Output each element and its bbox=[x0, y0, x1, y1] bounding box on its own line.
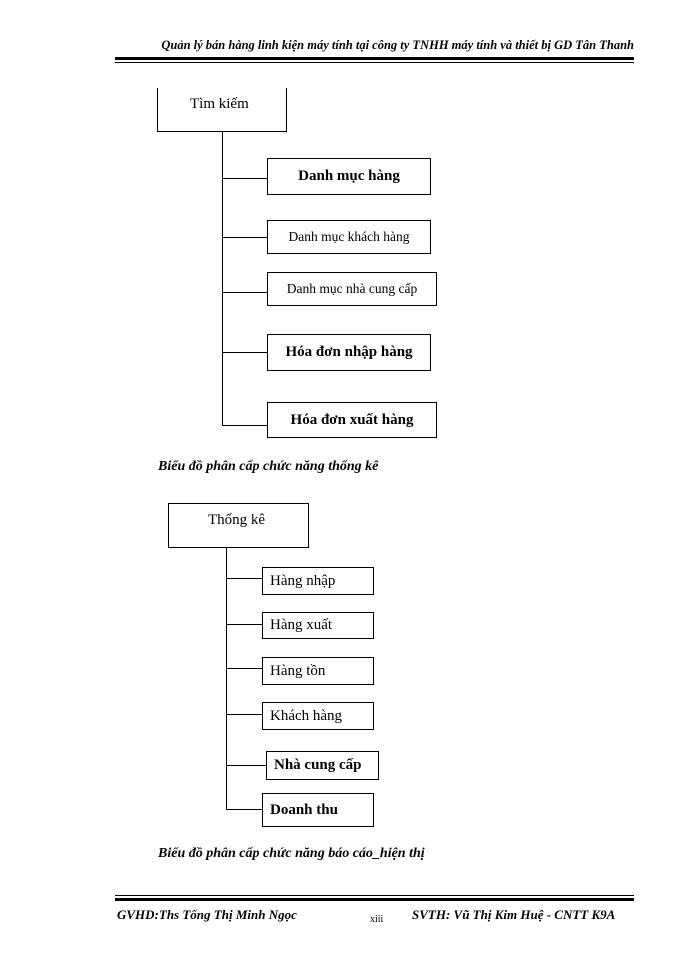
header-rule-thick bbox=[115, 57, 634, 60]
stats-tree-root-label: Thống kê bbox=[208, 512, 266, 528]
footer-instructor: GVHD:Ths Tống Thị Minh Ngọc bbox=[117, 907, 297, 922]
stats-tree-node: Hàng tồn bbox=[262, 657, 374, 685]
stats-tree-connector bbox=[226, 624, 262, 625]
search-tree-node: Danh mục hàng bbox=[267, 158, 431, 195]
document-header-title: Quản lý bán hàng linh kiện máy tính tại công ty TNHH máy tính và thiết bị GD Tân Thanh bbox=[161, 38, 634, 52]
search-tree-connector bbox=[222, 292, 267, 293]
stats-tree-connector bbox=[226, 668, 262, 669]
footer-student: SVTH: Vũ Thị Kim Huệ - CNTT K9A bbox=[412, 907, 616, 922]
stats-tree-node: Khách hàng bbox=[262, 702, 374, 730]
stats-tree-node: Hàng xuất bbox=[262, 612, 374, 639]
header-rule-thin bbox=[115, 62, 634, 63]
search-tree-root bbox=[157, 88, 287, 132]
search-tree-trunk bbox=[222, 132, 223, 426]
search-tree-connector bbox=[222, 425, 267, 426]
stats-tree-node: Hàng nhập bbox=[262, 567, 374, 595]
stats-tree-node: Doanh thu bbox=[262, 793, 374, 827]
stats-tree-connector bbox=[226, 765, 266, 766]
page-number: xiii bbox=[370, 914, 384, 925]
search-tree-connector bbox=[222, 178, 267, 179]
footer-rule-thin bbox=[115, 895, 634, 896]
stats-tree-connector bbox=[226, 578, 262, 579]
caption-stats: Biểu đồ phân cấp chức năng thống kê bbox=[158, 459, 379, 474]
search-tree-node: Hóa đơn xuất hàng bbox=[267, 402, 437, 438]
stats-tree-root bbox=[168, 503, 309, 548]
stats-tree-node: Nhà cung cấp bbox=[266, 751, 379, 780]
search-tree-connector bbox=[222, 237, 267, 238]
stats-tree-connector bbox=[226, 809, 262, 810]
search-tree-node: Danh mục nhà cung cấp bbox=[267, 272, 437, 306]
footer-rule-thick bbox=[115, 898, 634, 901]
search-tree-connector bbox=[222, 352, 267, 353]
caption-report: Biểu đồ phân cấp chức năng báo cáo_hiện thị bbox=[158, 846, 425, 861]
search-tree-node: Hóa đơn nhập hàng bbox=[267, 334, 431, 371]
search-tree-node: Danh mục khách hàng bbox=[267, 220, 431, 254]
stats-tree-trunk bbox=[226, 548, 227, 810]
search-tree-root-label: Tìm kiếm bbox=[190, 96, 249, 112]
stats-tree-connector bbox=[226, 714, 262, 715]
